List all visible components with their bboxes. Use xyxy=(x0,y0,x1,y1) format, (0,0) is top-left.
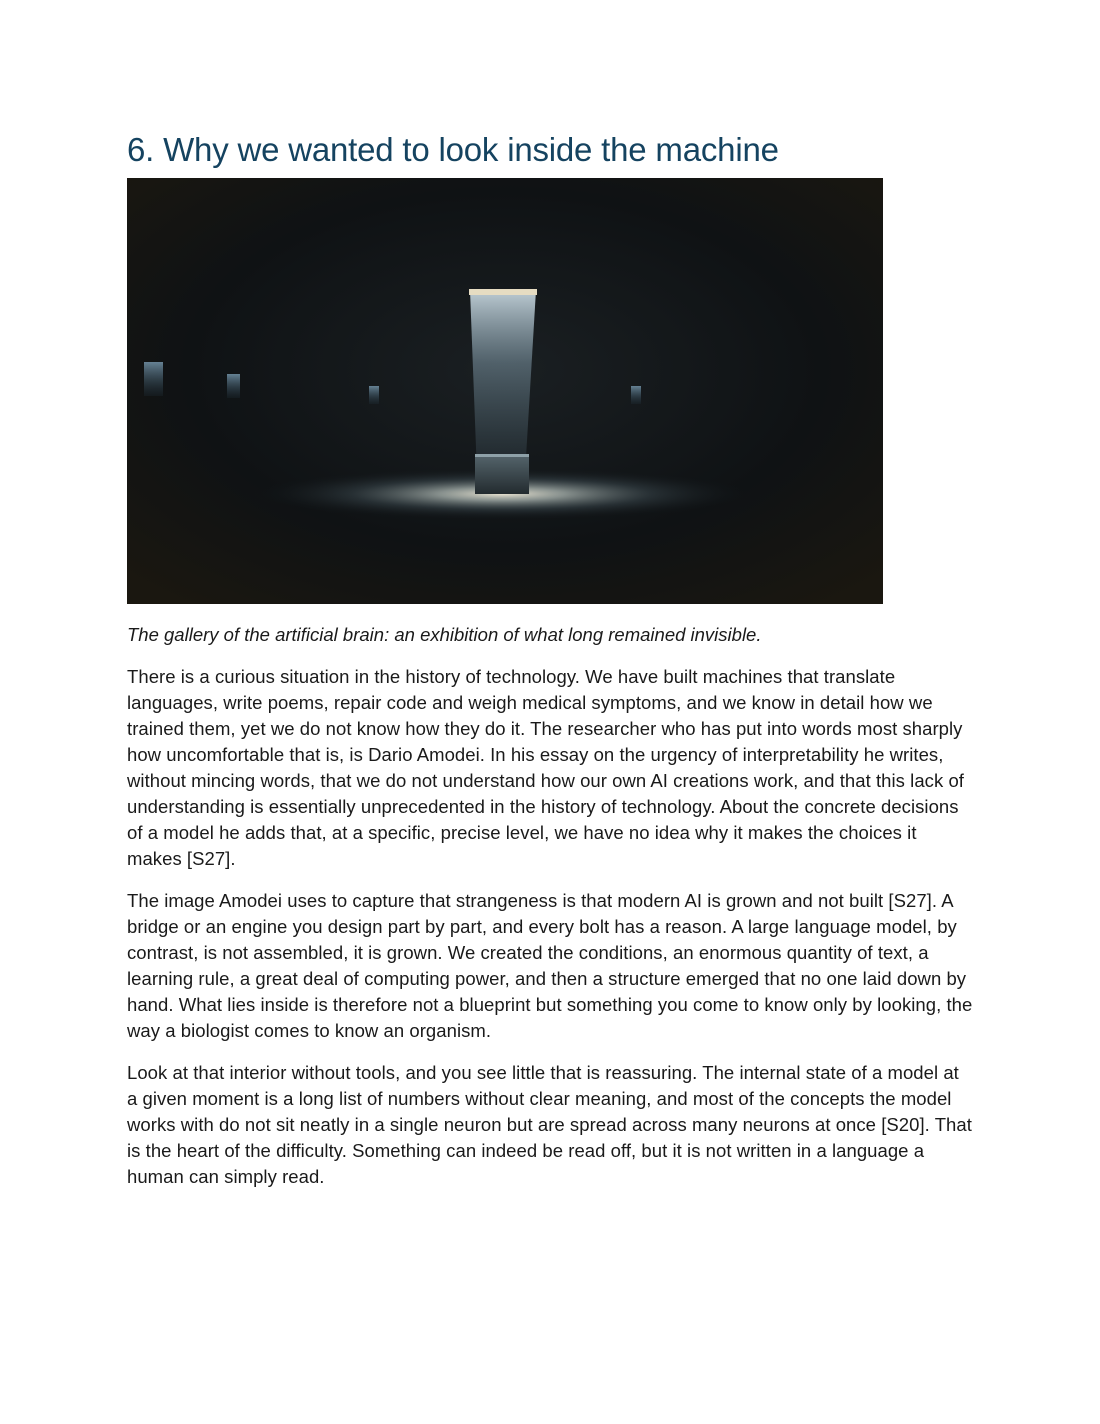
section-heading: 6. Why we wanted to look inside the machine xyxy=(127,131,779,168)
figure-caption: The gallery of the artificial brain: an exhibition of what long remained invisible. xyxy=(127,624,762,645)
body-paragraph: There is a curious situation in the history of technology. We have built machines that translate languages, write poems, repair code and weigh medical symptoms, and we know in detail how we trained them, yet we do not know how they do it. The researcher who has put into words most sharply how uncomfortable that is, is Dario Amodei. In his essay on the urgency of interpretability he writes, without mincing words, that we do not understand how our own AI creations work, and that this lack of understanding is essentially unprecedented in the history of technology. About the concrete decisions of a model he adds that, at a specific, precise level, we have no idea why it makes the choices it makes [S27]. xyxy=(127,666,964,869)
body-paragraph: The image Amodei uses to capture that strangeness is that modern AI is grown and not built [S27]. A bridge or an engine you design part by part, and every bolt has a reason. A large language model, by contrast, is not assembled, it is grown. We created the conditions, an enormous quantity of text, a learning rule, a great deal of computing power, and then a structure emerged that no one laid down by hand. What lies inside is therefore not a blueprint but something you come to know only by looking, the way a biologist comes to know an organism. xyxy=(127,890,973,1041)
document-page xyxy=(127,128,973,1190)
gallery-illustration xyxy=(127,178,883,604)
body-paragraph: Look at that interior without tools, and you see little that is reassuring. The internal state of a model at a given moment is a long list of numbers without clear meaning, and most of the concepts the model works with do not sit neatly in a single neuron but are spread across many neurons at once [S20]. That is the heart of the difficulty. Something can indeed be read off, but it is not written in a language a human can simply read. xyxy=(127,1062,972,1187)
